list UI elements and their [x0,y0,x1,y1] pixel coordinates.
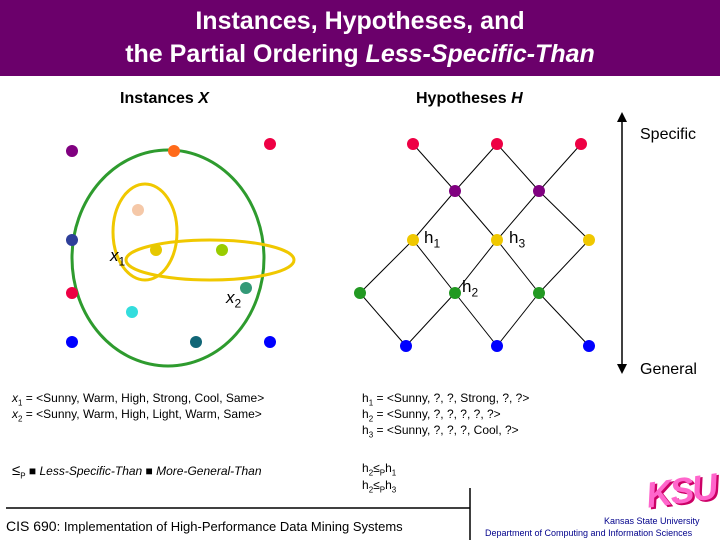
hypothesis-def-h3-sub: 3 [368,430,374,440]
hypothesis-def-h2-value: = <Sunny, ?, ?, ?, ?, ?> [373,407,501,421]
instance-point-x2 [240,282,252,294]
hypothesis-node [583,340,595,352]
hypothesis-node [533,287,545,299]
hypothesis-node [400,340,412,352]
instance-point [190,336,202,348]
instance-point [66,145,78,157]
hypotheses-header-var: H [511,90,523,107]
relation-left-sub: 2 [368,485,374,495]
axis-specific-label: Specific [640,126,697,143]
department-name: Department of Computing and Information Sciences [485,528,693,538]
ksu-logo: KSU [643,465,719,516]
instance-def-x2 [12,406,262,427]
lattice-edge [539,144,581,191]
university-name: Kansas State University [604,516,700,526]
hypothesis-def-h3-value: = <Sunny, ?, ?, ?, Cool, ?> [373,423,519,437]
lattice-edge [406,293,455,346]
hypothesis-node [407,138,419,150]
relation-symbol: ≤ [373,478,380,492]
instance-def-x2-sub: 2 [18,414,23,424]
instance-point [66,234,78,246]
hypothesis-node [583,234,595,246]
label-x1-var: x [110,246,119,265]
hypothesis-node-h1 [407,234,419,246]
lattice-edge [539,240,589,293]
label-h3-var: h [509,228,519,247]
slide-title-line-1: Instances, Hypotheses, and [195,7,525,35]
ordering-symbol-sub: P [20,471,26,481]
relation-left: h [362,461,369,475]
instance-def-x2-value: = <Sunny, Warm, High, Light, Warm, Same> [22,407,262,421]
label-h2-var: h [462,277,472,296]
relation-right-sub: 3 [391,485,397,495]
hypothesis-def-h1-sub: 1 [368,398,374,408]
instance-def-x1-sub: 1 [18,398,23,408]
instance-point [264,138,276,150]
instance-point-x1 [150,244,162,256]
relation-symbol-sub: P [379,485,386,495]
instance-point [132,204,144,216]
relation-left-sub: 2 [368,468,374,478]
label-h2 [462,277,478,299]
instance-def-x2-var: x [12,407,18,421]
hypothesis-node-h3 [491,234,503,246]
course-title: : Implementation of High-Performance Data Mining Systems [56,519,403,534]
hypothesis-def-h1-var: h [362,391,369,405]
label-h2-sub: 2 [471,285,479,300]
label-h3 [509,228,525,250]
footer-course [6,518,403,534]
ordering-less-label: Less-Specific-Than [39,464,143,478]
hypothesis-node [491,138,503,150]
relation-right-sub: 1 [391,468,397,478]
hypothesis-def-h3 [362,422,519,443]
instance-point [66,336,78,348]
ordering-more-label: More-General-Than [156,464,262,478]
hypothesis-def-h2-var: h [362,407,369,421]
instance-point [66,287,78,299]
hypothesis-def-h2-sub: 2 [368,414,374,424]
instance-def-x1-value: = <Sunny, Warm, High, Strong, Cool, Same> [22,391,265,405]
label-h1-var: h [424,228,434,247]
hypothesis-def-h3-var: h [362,423,369,437]
ordering-sep-2: ■ [142,464,157,478]
label-h1 [424,228,440,250]
hypothesis-node [449,185,461,197]
instance-point [216,244,228,256]
instance-point [168,145,180,157]
instance-point [126,306,138,318]
instances-header-text: Instances [120,90,199,107]
lattice-edge [539,293,589,346]
instance-point [264,336,276,348]
course-code: CIS 690 [6,518,57,534]
relation-right: h [385,461,392,475]
label-x2 [226,288,241,310]
hypothesis-node [491,340,503,352]
axis-general-label: General [640,361,697,378]
ordering-sep-1: ■ [25,464,40,478]
lattice-edge [360,240,413,293]
hypothesis-h3-region-ellipse [126,240,294,280]
relation-left: h [362,478,369,492]
label-x2-var: x [226,288,235,307]
lattice-edge [360,293,406,346]
instance-space-ellipse [72,150,264,366]
arrow-down-icon [617,364,627,374]
title-prefix: the Partial Ordering [125,40,366,68]
relation-right: h [385,478,392,492]
lattice-edge [497,293,539,346]
label-h1-sub: 1 [433,236,441,251]
ordering-legend [12,462,262,484]
lattice-edges [360,144,589,346]
ordering-symbol: ≤ [12,462,21,479]
hypothesis-node-h2 [449,287,461,299]
relation-symbol: ≤ [373,461,380,475]
lattice-edge [413,144,455,191]
label-x1 [110,246,125,268]
label-x2-sub: 2 [234,296,242,311]
relation-h2-h3 [362,477,396,498]
lattice-edge [455,191,497,240]
arrow-up-icon [617,112,627,122]
title-italic: Less-Specific-Than [365,40,595,68]
instance-def-x1-var: x [12,391,18,405]
label-h3-sub: 3 [518,236,526,251]
hypothesis-def-h1-value: = <Sunny, ?, ?, Strong, ?, ?> [373,391,530,405]
relation-symbol-sub: P [379,468,386,478]
hypothesis-node [354,287,366,299]
lattice-edge [497,144,539,191]
instances-header-var: X [198,90,209,107]
hypotheses-header-text: Hypotheses [416,90,512,107]
hypothesis-node [533,185,545,197]
lattice-edge [455,293,497,346]
hypothesis-node [575,138,587,150]
lattice-edge [539,191,589,240]
label-x1-sub: 1 [118,254,126,269]
lattice-edge [455,144,497,191]
